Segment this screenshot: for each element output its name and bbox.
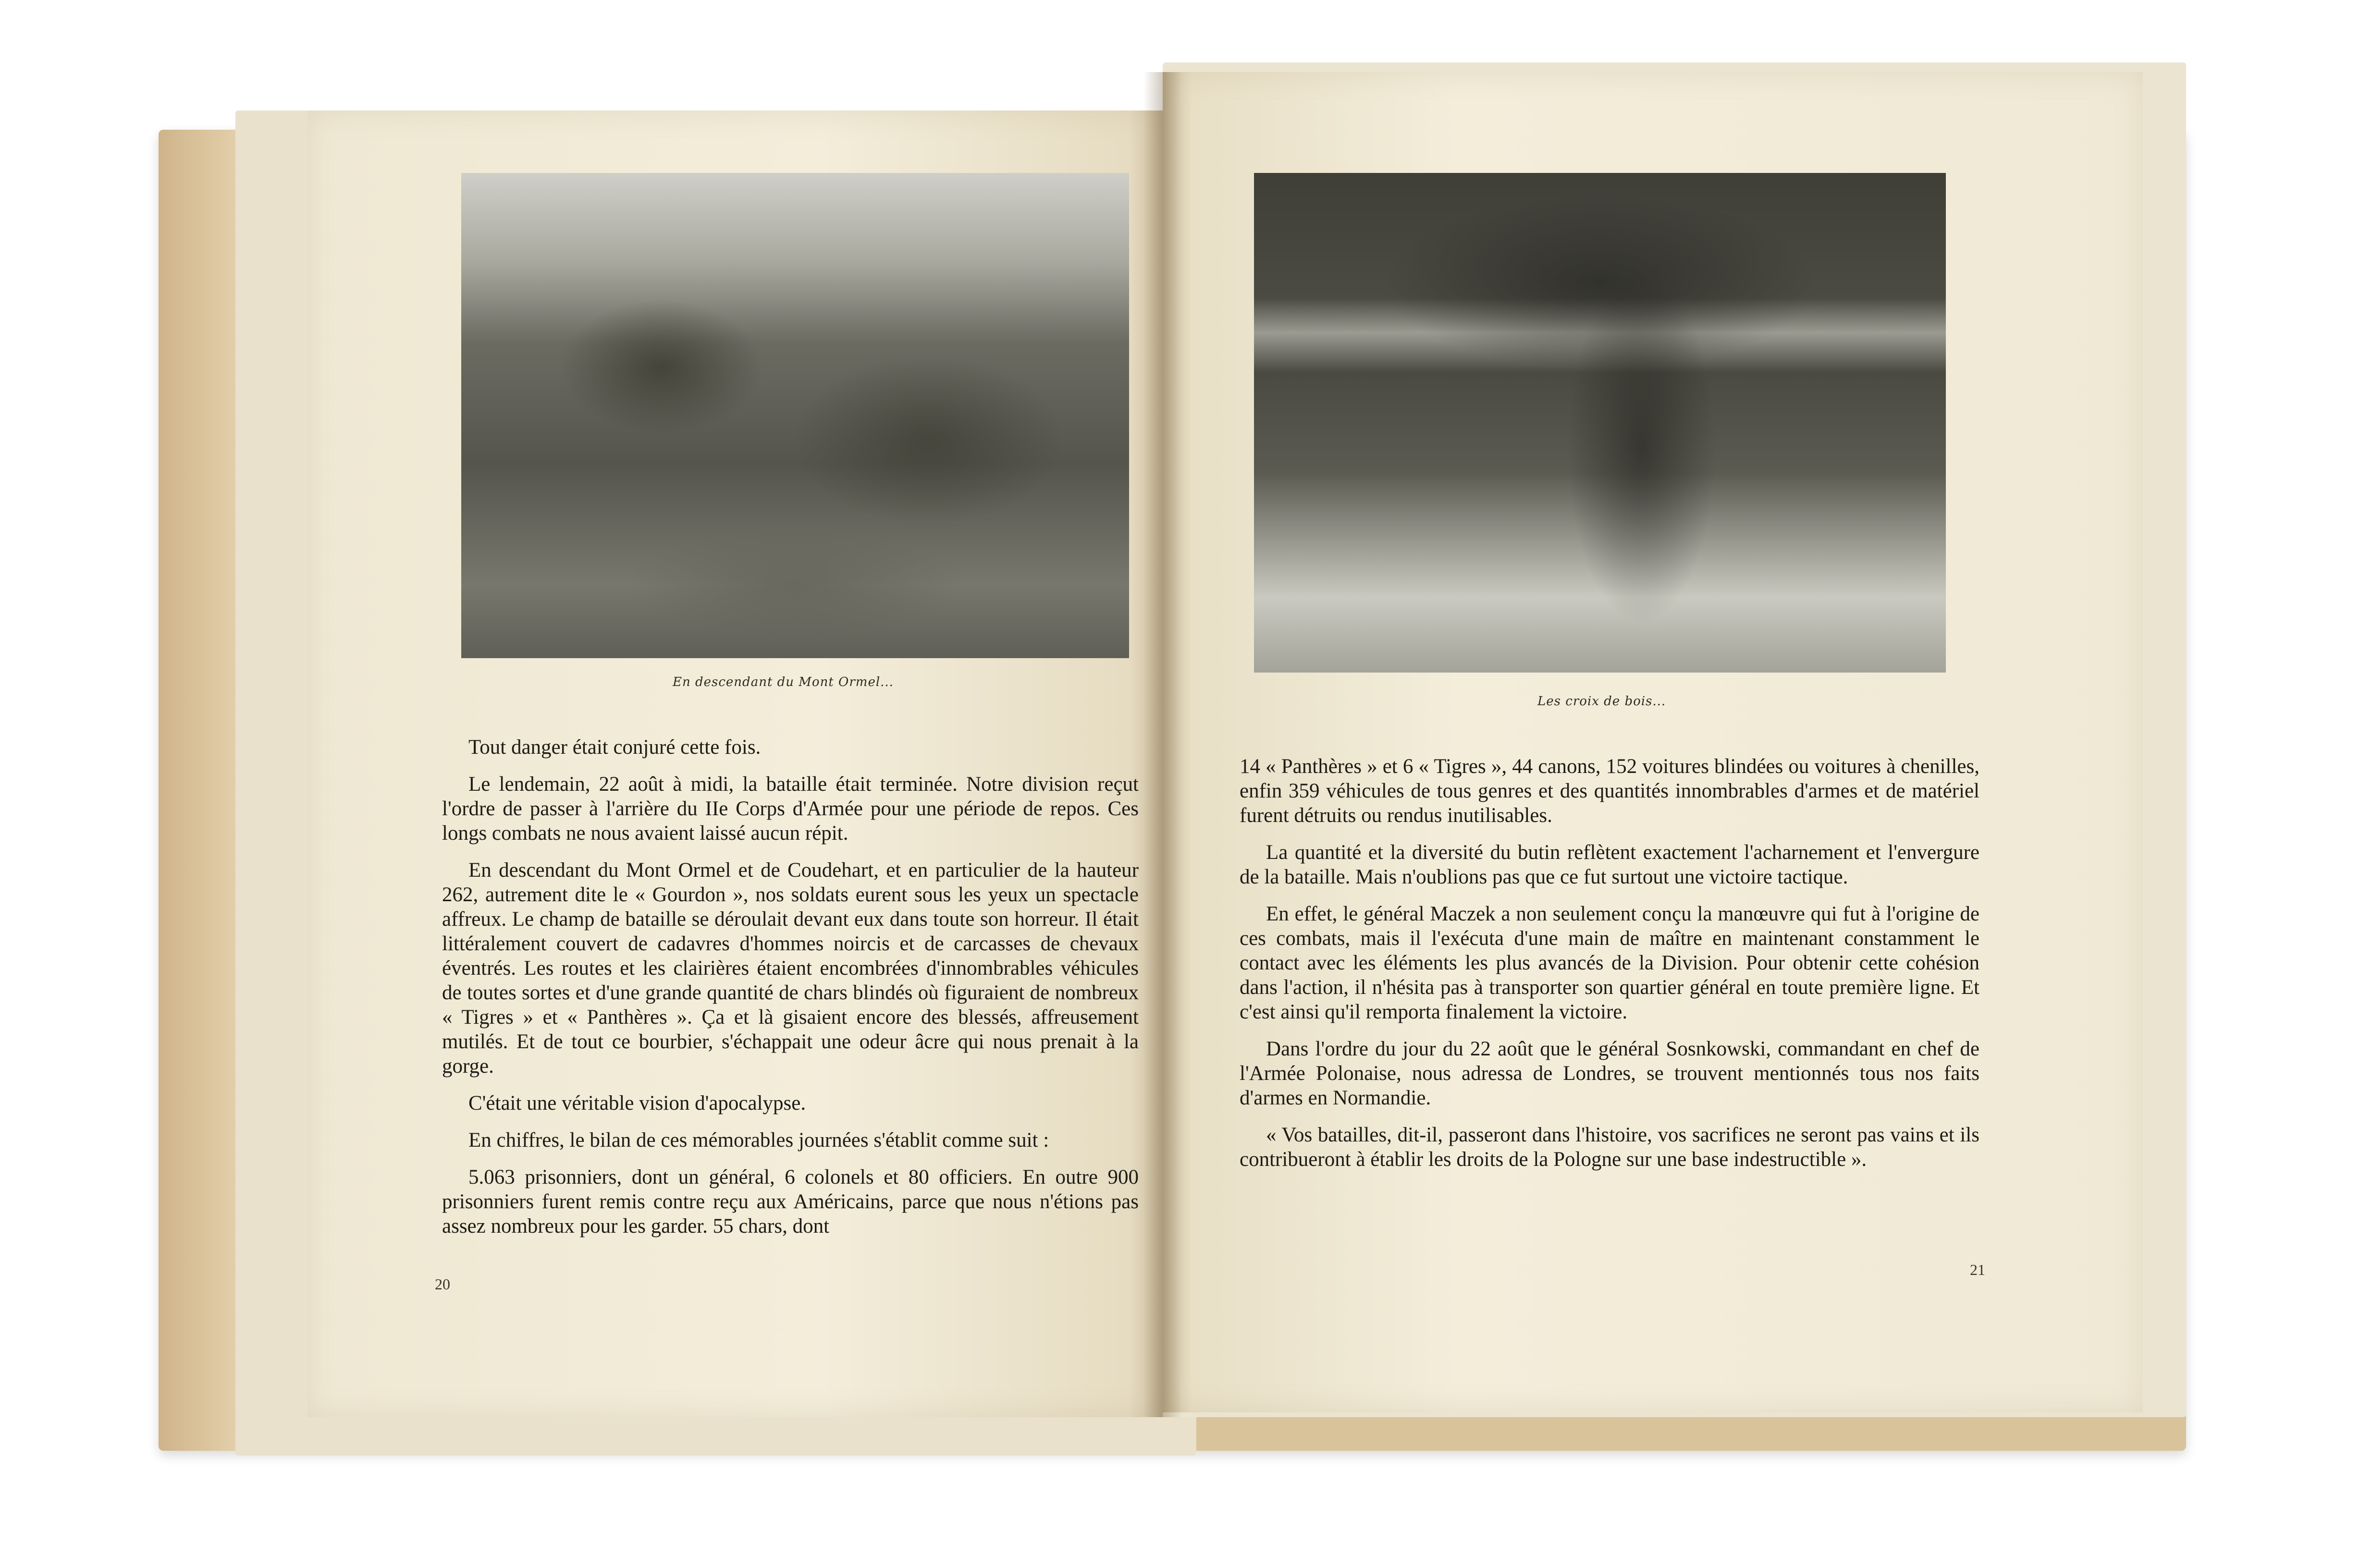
right-page-text — [1240, 754, 1979, 1184]
right-photo-caption: Les croix de bois... — [1537, 694, 1666, 709]
left-photo-caption: En descendant du Mont Ormel... — [673, 675, 894, 689]
paragraph-continuation: 14 « Panthères » et 6 « Tigres », 44 canons, 152 voitures blindées ou voitures à chenilles, enfin 359 véhicules de tous genres et des quantités innombrables d'armes et de matériel furent détruits ou rendus inutilisables. — [1240, 755, 1979, 827]
book-gutter — [1143, 72, 1182, 1417]
paragraph: Le lendemain, 22 août à midi, la bataille était terminée. Notre division reçut l'ordre de passer à l'arrière du IIe Corps d'Armée pour une période de repos. Ces longs combats ne nous avaient laissé aucun répit. — [442, 773, 1139, 845]
page-number-right: 21 — [1970, 1261, 1985, 1278]
paragraph: La quantité et la diversité du butin reflètent exactement l'acharnement et l'envergure de la bataille. Mais n'oublions pas que ce fut surtout une victoire tactique. — [1240, 841, 1979, 888]
battlefield-photo — [461, 173, 1129, 658]
paragraph: C'était une véritable vision d'apocalypse. — [468, 1092, 806, 1115]
paragraph: En effet, le général Maczek a non seulement conçu la manœuvre qui fut à l'origine de ces combats, mais il l'exécuta d'une main de maître en maintenant constamment le contact avec les éléments les plus avancés de la Division. Pour obtenir cette cohésion dans l'action, il n'hésita pas à transporter son quartier général en toute première ligne. Et c'est ainsi qu'il remporta finalement la victoire. — [1240, 903, 1979, 1023]
cover-edge — [159, 130, 240, 1451]
paragraph: Dans l'ordre du jour du 22 août que le général Sosnkowski, commandant en chef de l'Armée Polonaise, nous adressa de Londres, se trouvent mentionnés tous nos faits d'armes en Normandie. — [1240, 1038, 1979, 1109]
paragraph: En descendant du Mont Ormel et de Coudehart, et en particulier de la hauteur 262, autrement dite le « Gourdon », nos soldats eurent sous les yeux un spectacle affreux. Le champ de bataille se déroulait devant eux dans toute son horreur. Il était littéralement couvert de cadavres d'hommes noircis et de carcasses de chevaux éventrés. Les routes et les clairières étaient encombrées d'innombrables véhicules de toutes sortes et d'une grande quantité de chars blindés où figuraient de nombreux « Tigres » et « Panthères ». Ça et là gisaient encore des blessés, affreusement mutilés. Et de tout ce bourbier, s'échappait une odeur âcre qui nous prenait à la gorge. — [442, 859, 1139, 1078]
wooden-crosses-photo — [1254, 173, 1946, 673]
left-page-text — [442, 735, 1139, 1251]
paragraph: « Vos batailles, dit-il, passeront dans l'histoire, vos sacrifices ne seront pas vains et ils contribueront à établir les droits de la Pologne sur une base indestructible ». — [1240, 1124, 1979, 1171]
paragraph: Tout danger était conjuré cette fois. — [468, 736, 761, 759]
page-number-left: 20 — [435, 1275, 450, 1293]
paragraph: En chiffres, le bilan de ces mémorables journées s'établit comme suit : — [468, 1129, 1049, 1152]
paragraph: 5.063 prisonniers, dont un général, 6 colonels et 80 officiers. En outre 900 prisonniers furent remis contre reçu aux Américains, parce que nous n'étions pas assez nombreux pour les garder. 55 chars, dont — [442, 1166, 1139, 1237]
